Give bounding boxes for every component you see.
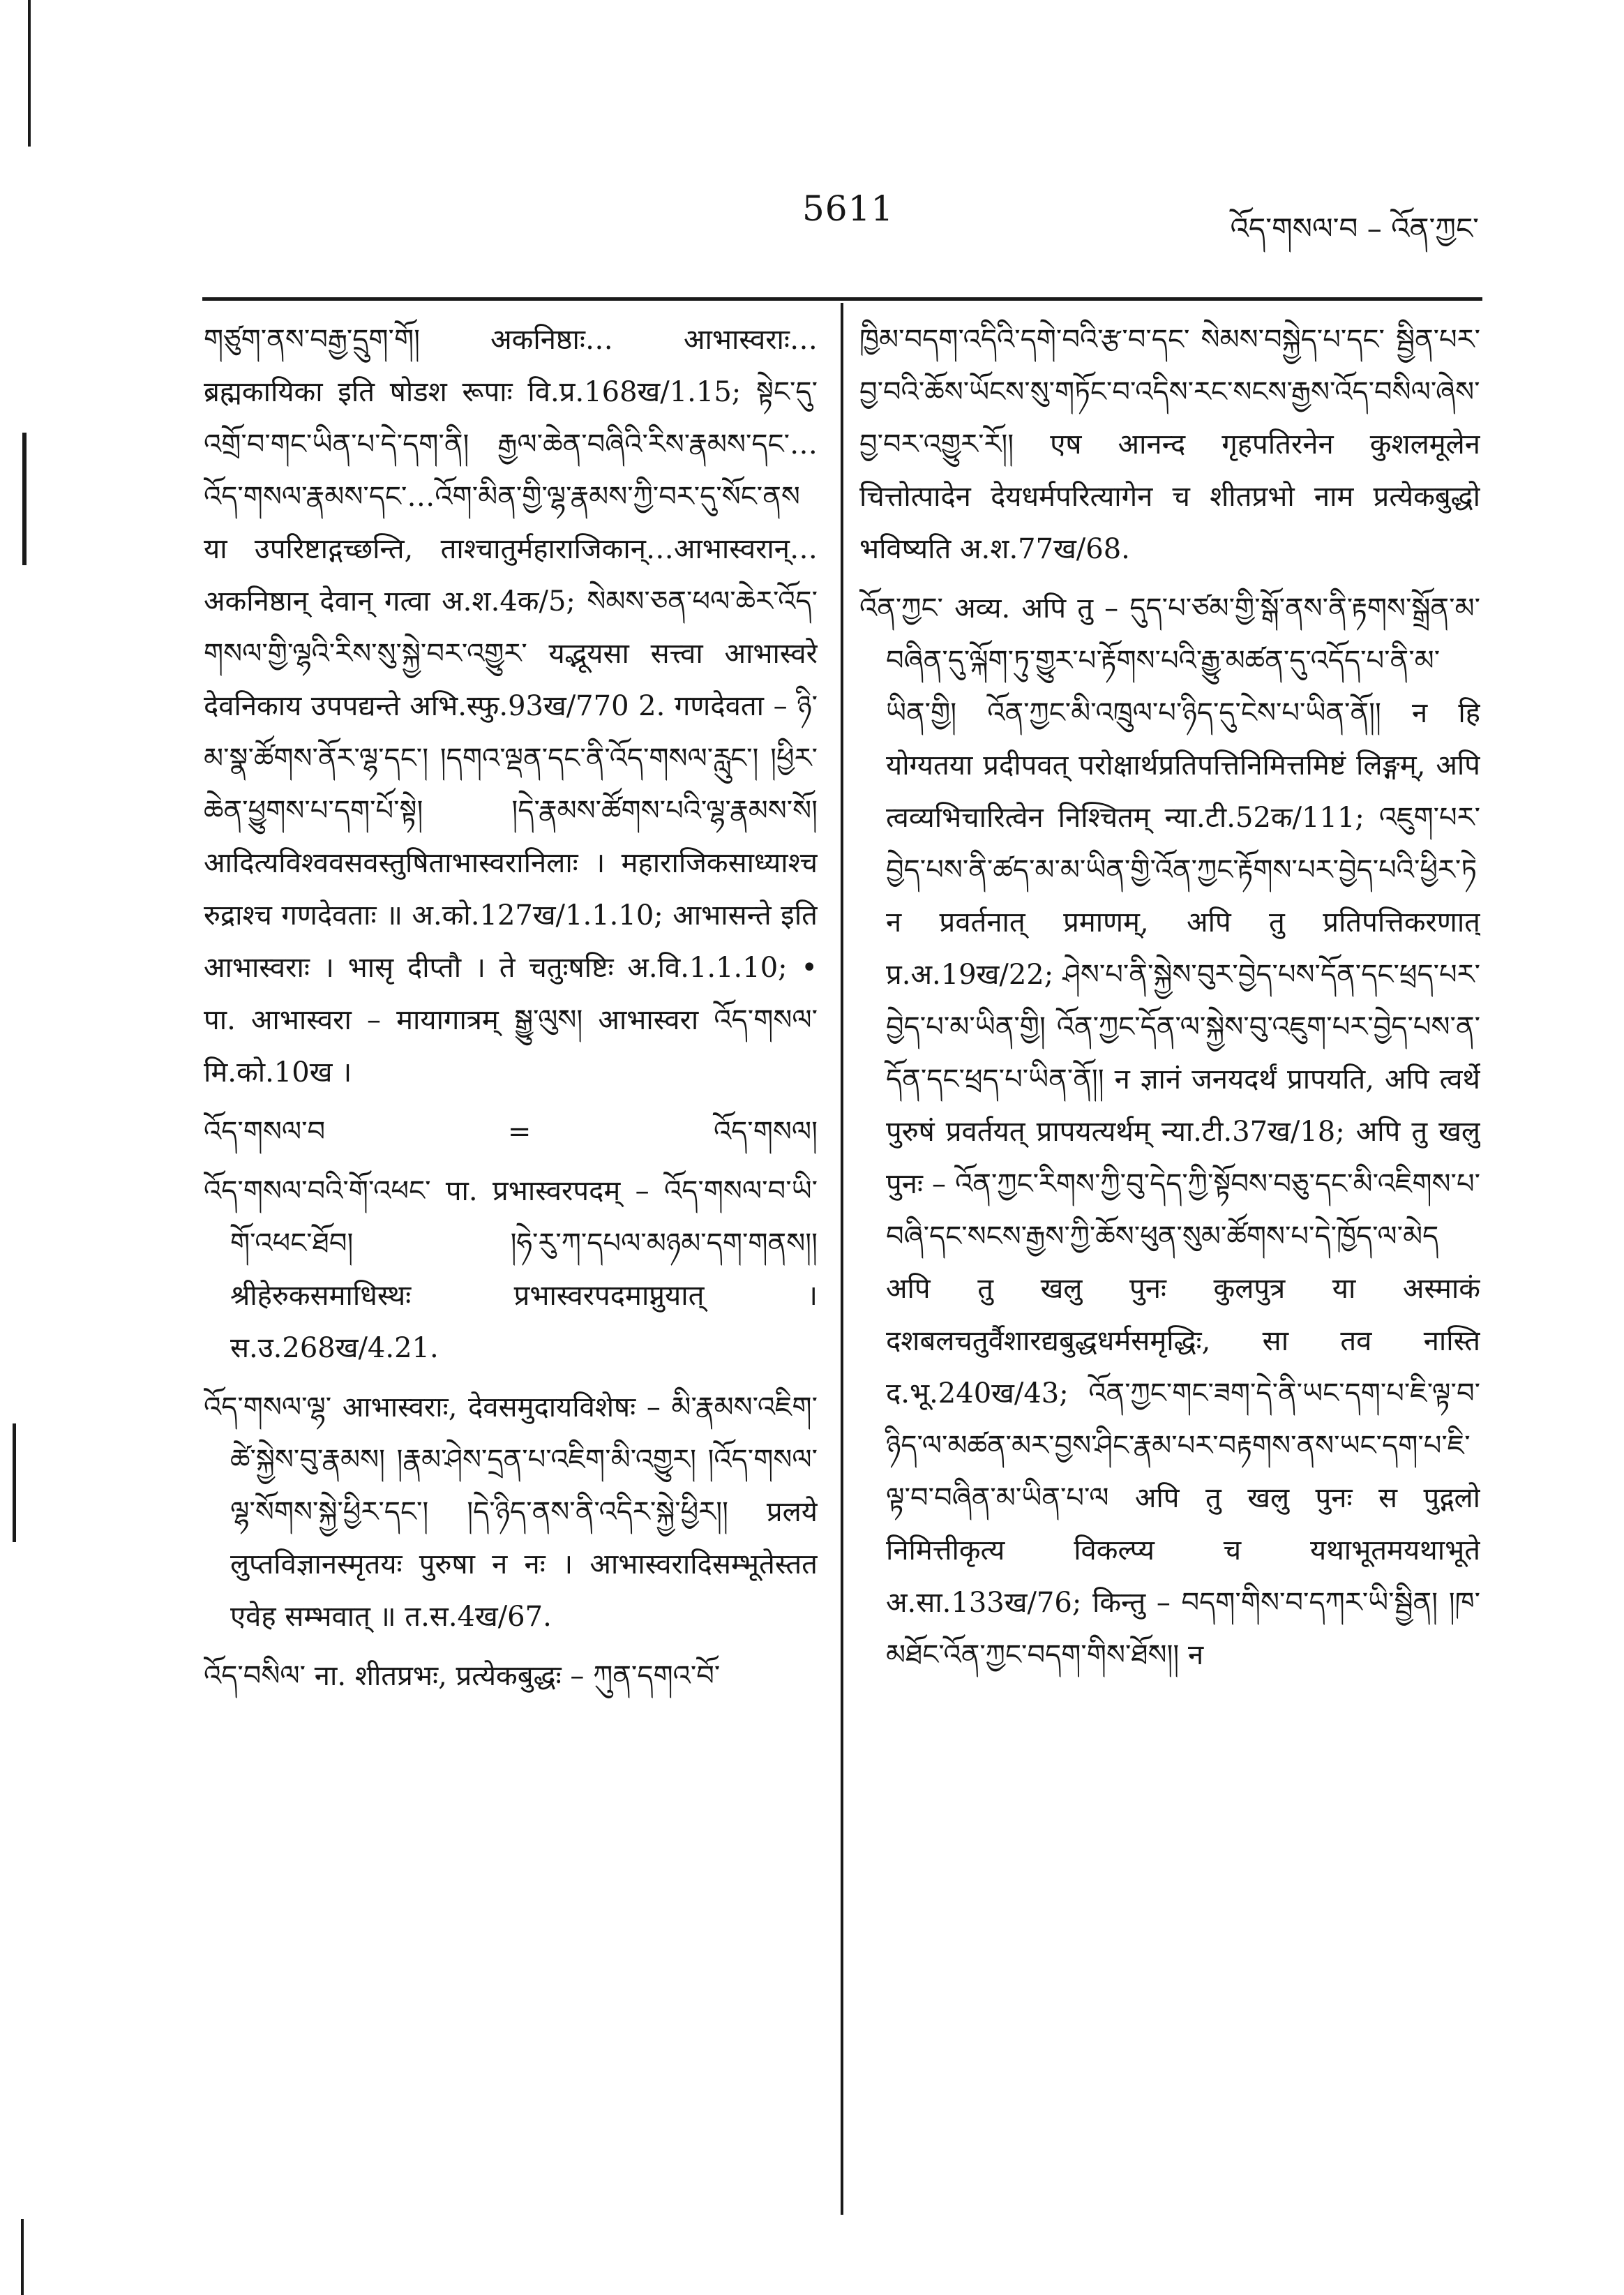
left-column [204, 314, 818, 2226]
entry-continuation [859, 314, 1480, 576]
entry-text: འོད་གསལ་བའི་གོ་འཕང་ पा. प्रभास्वरपदम् – འོད་གསལ་བ་ཡི་གོ་འཕང་ཐོབ། །ཧེ་རུ་ཀ་དཔལ་མཉམ་དག་གནས།། श्रीहेरुकसमाधिस्थः प्रभास्वरपदमाप्नुयात् । स.उ.268ख/4.21. [204, 1175, 818, 1364]
dictionary-entry [204, 1382, 818, 1643]
entry-text: འོད་བསིལ་ ना. शीतप्रभः, प्रत्येकबुद्धः – ཀུན་དགའ་བོ་ [204, 1660, 721, 1692]
entry-continuation [204, 314, 818, 1099]
entry-text: གཙུག་ནས་བརྒྱ་དྲུག་གོ། अकनिष्ठाः… आभास्वराः… ब्रह्मकायिका इति षोडश रूपाः वि.प्र.168ख/1.15; སྟེང་དུ་འགྲོ་བ་གང་ཡིན་པ་དེ་དག་ནི། རྒྱལ་ཆེན་བཞིའི་རིས་རྣམས་དང་…འོད་གསལ་རྣམས་དང་…འོག་མིན་གྱི་ལྷ་རྣམས་ཀྱི་བར་དུ་སོང་ནས या उपरिष्टाद्गच्छन्ति, ताश्चातुर्महाराजिकान्…आभास्वरान्…अकनिष्ठान् देवान् गत्वा अ.श.4क/5; སེམས་ཅན་ཕལ་ཆེར་འོད་གསལ་གྱི་ལྷའི་རིས་སུ་སྐྱེ་བར་འགྱུར་ यद्भूयसा सत्त्वा आभास्वरे देवनिकाय उपपद्यन्ते अभि.स्फु.93ख/770 2. गणदेवता – ཉི་མ་སྣ་ཚོགས་ནོར་ལྷ་དང་། །དགའ་ལྡན་དང་ནི་འོད་གསལ་རླུང་། །ཕྱིར་ཆེན་ཕྱུགས་པ་དག་པོ་སྟེ། །དེ་རྣམས་ཚོགས་པའི་ལྷ་རྣམས་སོ། आदित्यविश्ववसवस्तुषिताभास्वरानिलाः । महाराजिकसाध्याश्च रुद्राश्च गणदेवताः ॥ अ.को.127ख/1.1.10; आभासन्ते इति आभास्वराः । भासृ दीप्तौ । ते चतुःषष्टिः अ.वि.1.1.10; • पा. आभास्वरा – मायागात्रम् སྒྱུ་ལུས། आभास्वरा འོད་གསལ་ मि.को.10ख । [204, 324, 818, 1089]
dictionary-entry [204, 1165, 818, 1375]
header-rule [202, 297, 1482, 301]
page-number: 5611 [802, 188, 894, 229]
entry-text: ཁྱིམ་བདག་འདིའི་དགེ་བའི་རྩ་བ་དང་ སེམས་བསྐྱེད་པ་དང་ སྦྱིན་པར་བྱ་བའི་ཆོས་ཡོངས་སུ་གཏོང་བ་འདིས་རང་སངས་རྒྱས་འོད་བསིལ་ཞེས་བྱ་བར་འགྱུར་རོ།། एष आनन्द गृहपतिरनेन कुशलमूलेन चित्तोत्पादेन देयधर्मपरित्यागेन च शीतप्रभो नाम प्रत्येकबुद्धो भविष्यति अ.श.77ख/68. [859, 324, 1480, 565]
dictionary-entry [204, 1650, 818, 1703]
scan-edge-mark [21, 2219, 24, 2295]
cross-reference-entry [204, 1106, 818, 1158]
scan-edge-mark [13, 1423, 16, 1542]
scan-edge-mark [22, 433, 27, 565]
scan-edge-mark [28, 0, 31, 147]
equals-sign: = [507, 1116, 532, 1148]
entry-text: འོན་ཀྱང་ अव्य. अपि तु – དུད་པ་ཙམ་གྱི་སྒོ་ནས་ནི་རྟགས་སྒྲོན་མ་བཞིན་དུ་ལྐོག་ཏུ་གྱུར་པ་རྟོགས་པའི་རྒྱུ་མཚན་དུ་འདོད་པ་ནི་མ་ཡིན་གྱི། འོན་ཀྱང་མི་འཁྲུལ་པ་ཉིད་དུ་ངེས་པ་ཡིན་ནོ།། न हि योग्यतया प्रदीपवत् परोक्षार्थप्रतिपत्तिनिमित्तमिष्टं लिङ्गम्, अपि त्वव्यभिचारित्वेन निश्चितम् न्या.टी.52क/111; འཇུག་པར་བྱེད་པས་ནི་ཚད་མ་མ་ཡིན་གྱི་འོན་ཀྱང་རྟོགས་པར་བྱེད་པའི་ཕྱིར་ཏེ न प्रवर्तनात् प्रमाणम्, अपि तु प्रतिपत्तिकरणात् प्र.अ.19ख/22; ཤེས་པ་ནི་སྐྱེས་བུར་བྱེད་པས་དོན་དང་ཕྲད་པར་བྱེད་པ་མ་ཡིན་གྱི། འོན་ཀྱང་དོན་ལ་སྐྱེས་བུ་འཇུག་པར་བྱེད་པས་ན་དོན་དང་ཕྲད་པ་ཡིན་ནོ།། न ज्ञानं जनयदर्थं प्रापयति, अपि त्वर्थे पुरुषं प्रवर्तयत् प्रापयत्यर्थम् न्या.टी.37ख/18; अपि तु खलु पुनः – འོན་ཀྱང་རིགས་ཀྱི་བུ་དེད་ཀྱི་སྟོབས་བཅུ་དང་མི་འཇིགས་པ་བཞི་དང་སངས་རྒྱས་ཀྱི་ཆོས་ཕུན་སུམ་ཚོགས་པ་དེ་ཁྱོད་ལ་མེད अपि तु खलु पुनः कुलपुत्र या अस्माकं दशबलचतुर्वैशारद्यबुद्धधर्मसमृद्धिः, सा तव नास्ति द.भू.240ख/43; འོན་ཀྱང་གང་ཟག་དེ་ནི་ཡང་དག་པ་ཇི་ལྟ་བ་ཉིད་ལ་མཚན་མར་བྱས་ཤིང་རྣམ་པར་བརྟགས་ནས་ཡང་དག་པ་ཇི་ལྟ་བ་བཞིན་མ་ཡིན་པ་ལ अपि तु खलु पुनः स पुद्गलो निमित्तीकृत्य विकल्प्य च यथाभूतमयथाभूते अ.सा.133ख/76; किन्तु – བདག་གིས་བ་དཀར་ཡི་སྦྱིན། །ཁ་མཐོང་འོན་ཀྱང་བདག་གིས་ཐོས།། न [859, 592, 1480, 1671]
running-head: འོད་གསལ་བ – འོན་ཀྱང་ [1230, 211, 1479, 246]
entry-text: འོད་གསལ་ལྷ་ आभास्वराः, देवसमुदायविशेषः – མི་རྣམས་འཇིག་ཚེ་སྐྱེས་བུ་རྣམས། །རྣམ་ཤེས་དྲན་པ་འཇིག་མི་འགྱུར། །འོད་གསལ་ལྷ་སོགས་སྐྱེ་ཕྱིར་དང་། །དེ་ཉིད་ནས་ནི་འདིར་སྐྱེ་ཕྱིར།། प्रलये लुप्तविज्ञानस्मृतयः पुरुषा न नः । आभास्वरादिसम्भूतेस्तत एवेह सम्भवात् ॥ त.स.4ख/67. [204, 1391, 818, 1633]
column-divider [841, 303, 843, 2215]
dictionary-entry [859, 583, 1480, 1682]
entry-reference: འོད་གསལ། [713, 1116, 818, 1148]
entry-headword: འོད་གསལ་བ [204, 1116, 326, 1148]
right-column [859, 314, 1480, 2226]
